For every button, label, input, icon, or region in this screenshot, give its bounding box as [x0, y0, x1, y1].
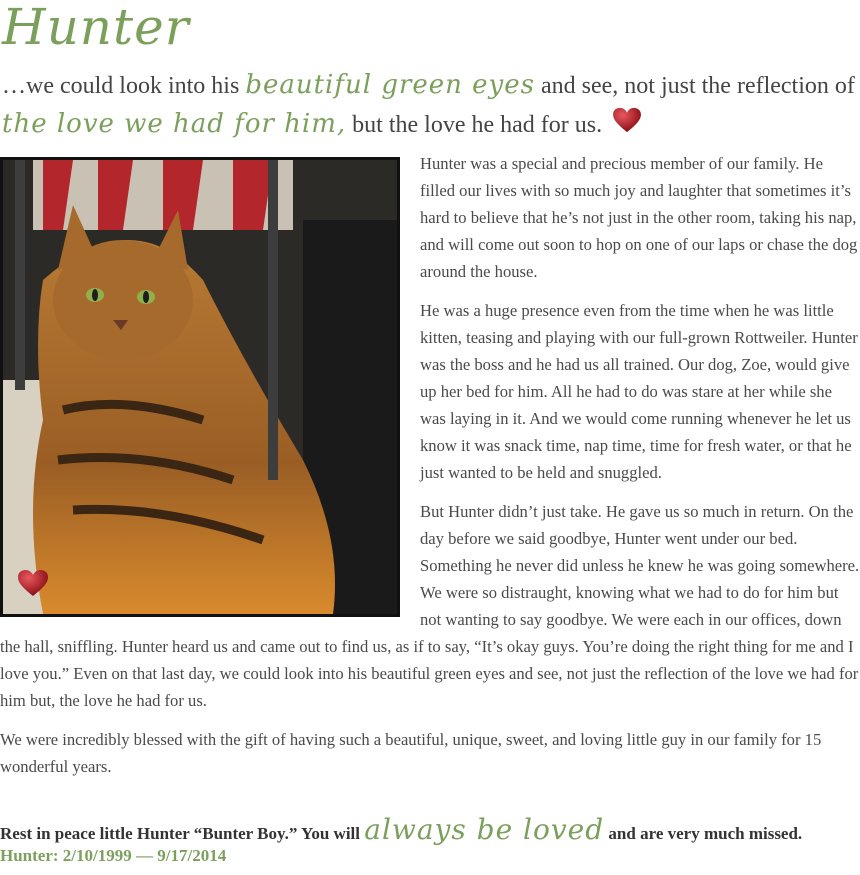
intro-script-2: the love we had for him,	[2, 109, 347, 139]
intro-text-2: and see, not just the reflection of	[540, 73, 855, 99]
intro-text-3: but the love he had for us.	[352, 112, 603, 138]
photo-spacer	[0, 150, 420, 620]
paragraph: He was a huge presence even from the time when he was little kitten, teasing and playing with our full-grown Rottweiler. Hunter was the boss and he had us all trained. Our dog, Zoe, would give up her bed for him. All he had to do was stare at her while she was laying in it. And we would come running whenever he let us know it was snack time, nap time, time for fresh water, or that he just wanted to be held and snuggled.	[420, 301, 858, 482]
paragraph: We were incredibly blessed with the gift of having such a beautiful, unique, sweet, and loving little guy in our family for 15 wonderful years.	[0, 730, 822, 776]
intro-text-1: …we could look into his	[2, 73, 240, 99]
paragraph: Hunter was a special and precious member of our family. He filled our lives with so much joy and laughter that sometimes it’s hard to believe that he’s not just in the other room, taking his nap, and will come out soon to hop on one of our laps or chase the dog around the house.	[420, 154, 858, 281]
closing-script: always be loved	[364, 813, 605, 846]
closing-text-1: Rest in peace little Hunter “Bunter Boy.” You will	[0, 824, 360, 843]
closing-text-2: and are very much missed.	[608, 824, 803, 843]
intro-quote	[2, 66, 860, 145]
memorial-text	[0, 150, 860, 792]
page-title: Hunter	[2, 0, 190, 56]
paragraph: But Hunter didn’t just take. He gave us so much in return. On the day before we said goodbye, Hunter went under our bed. Something he never did unless he knew he was going somewhere. We were so distraught, knowing what we had to do for him but not wanting to say goodbye. We were each in our offices, down the hall, sniffling. Hunter heard us and came out to find us, as if to say, “It’s okay guys. You’re doing the right thing for me and I love you.” Even on that last day, we could look into his beautiful green eyes and see, not just the reflection of the love we had for him but, the love he had for us.	[0, 502, 860, 710]
intro-script-1: beautiful green eyes	[245, 70, 535, 100]
life-dates: Hunter: 2/10/1999 — 9/17/2014	[0, 846, 227, 865]
heart-icon	[612, 107, 642, 145]
closing-line	[0, 815, 860, 849]
